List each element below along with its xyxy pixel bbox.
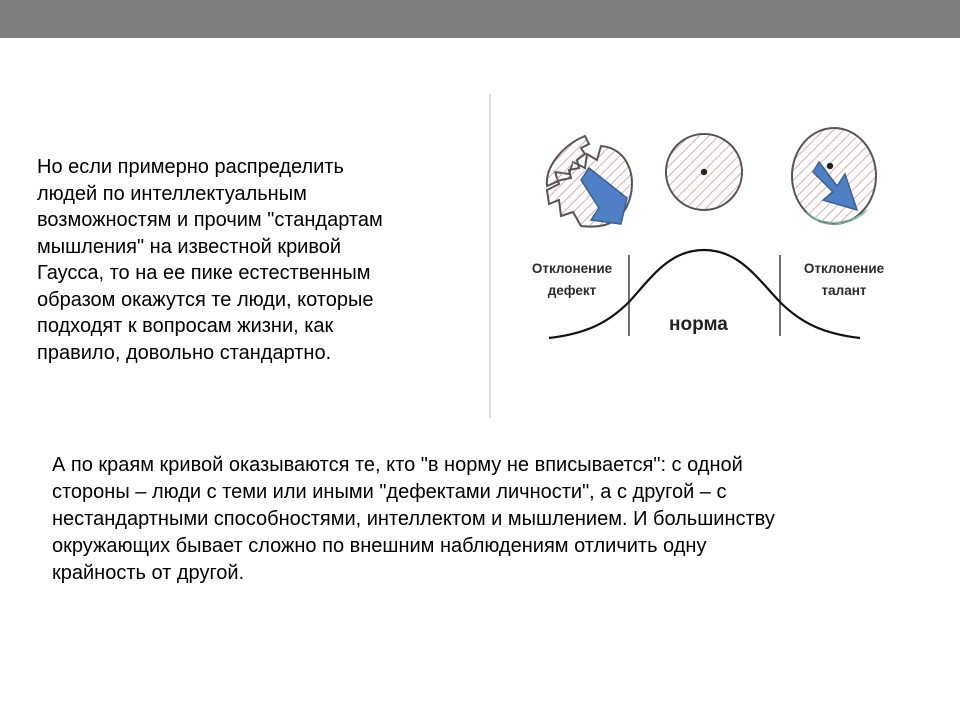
paragraph-bottom: А по краям кривой оказываются те, кто "в норму не вписывается": с одной стороны – люди с теми или иными "дефектами личности", а с другой – с нестандартными способностями, интеллектом и мышлением. И большинству окружающих бывает сложно по внешним наблюдениям отличить одну крайность от другой. [52,454,775,584]
right-label-line1: Отклонение [803,261,885,276]
left-label-line1: Отклонение [531,261,613,276]
talent-circle-icon [792,128,876,224]
left-label-line2: дефект [547,283,597,298]
norm-label: норма [669,314,728,335]
top-bar [0,0,960,38]
paragraph-left: Но если примерно распределить людей по интеллектуальным возможностям и прочим "стандартам мышления" на известной кривой Гаусса, то на ее пике естественным образом окажутся те люди, которые подходят к вопросам жизни, как правило, довольно стандартно. [37,156,383,364]
normal-circle-icon [666,134,742,210]
gauss-figure [489,88,934,420]
gauss-diagram [489,88,934,420]
right-label-line2: талант [821,283,867,298]
